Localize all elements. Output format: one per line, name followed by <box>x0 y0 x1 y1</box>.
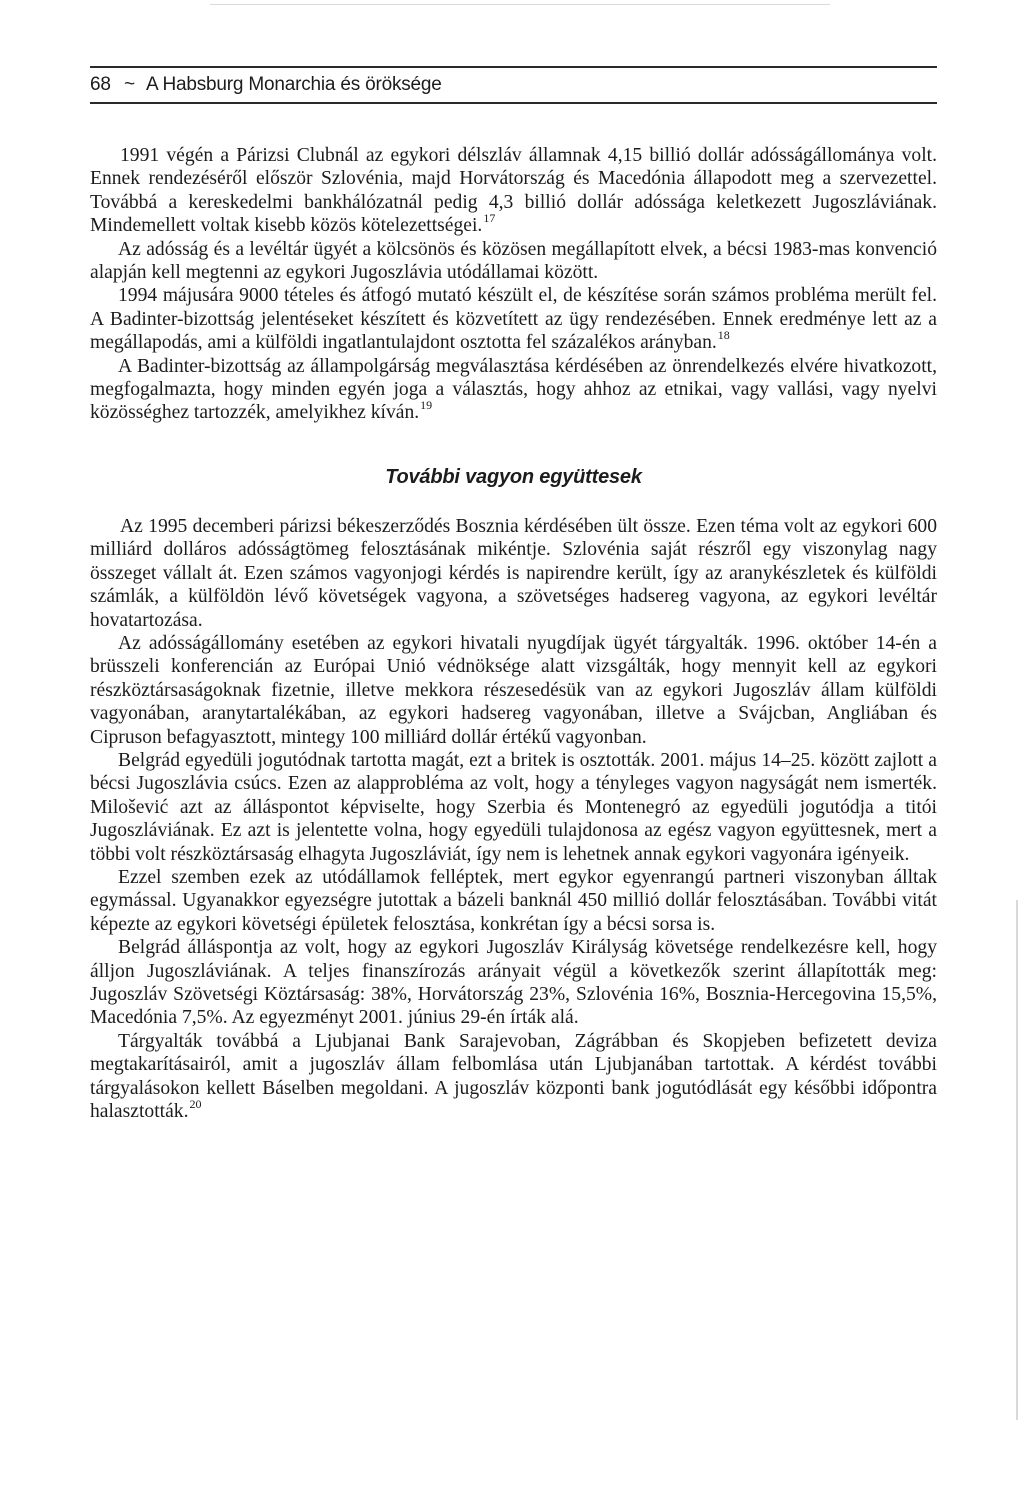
paragraph-text: Az 1995 decemberi párizsi békeszerződés Bosznia kérdésében ült össze. Ezen téma volt az egykori 600 milliárd dolláros adósságtömeg felosztásának mikéntje. Szlovénia saját részről egy viszonylag nagy összeget vállalt át. Ezen számos vagyonjogi kérdés is napirendre került, így az aranykészletek és külföldi számlák, a külföldön lévő követségek vagyona, a szövetséges hadsereg vagyona, az egykori levéltár hovatartozása. <box>90 515 937 631</box>
footnote-ref: 19 <box>420 398 433 413</box>
paragraph-text: A Badinter-bizottság az állampolgárság megválasztása kérdésében az önrendelkezés elvére hivatkozott, megfogalmazta, hogy minden egyén joga a választás, hogy ahhoz az etnikai, vagy vallási, vagy nyelvi közösséghez tartozzék, amelyikhez kíván. <box>90 355 937 424</box>
paragraph-text: Az adósság és a levéltár ügyét a kölcsönös és közösen megállapított elvek, a bécsi 1983-mas konvenció alapján kell megtenni az egykori Jugoszlávia utódállamai között. <box>90 238 937 284</box>
footnote-ref: 18 <box>717 328 730 343</box>
running-header <box>90 66 937 104</box>
paragraph <box>90 866 937 936</box>
paragraph-text: Az adósságállomány esetében az egykori hivatali nyugdíjak ügyét tárgyalták. 1996. október 14-én a brüsszeli konferencián az Európai Unió védnöksége alatt vizsgálták, hogy mennyit kell az egykori részköztársaságoknak fizetnie, illetve mekkora részesedésük van az egykori Jugoszláv állam külföldi vagyonában, aranytartalékában, az egykori hadsereg vagyonában, illetve a Svájcban, Angliában és Cipruson befagyasztott, mintegy 100 milliárd dollár értékű vagyonban. <box>90 632 937 748</box>
paragraph-text: Belgrád egyedüli jogutódnak tartotta magát, ezt a britek is osztották. 2001. május 14–25. között zajlott a bécsi Jugoszlávia csúcs. Ezen az alapprobléma az volt, hogy a tényleges vagyon nagyságát nem ismerték. Milošević azt az álláspontot képviselte, hogy Szerbia és Montenegró az egyedüli jogutódja a titói Jugoszláviának. Ez azt is jelentette volna, hogy egyedüli tulajdonosa az egész vagyon együttesnek, mert a többi volt részköztársaság elhagyta Jugoszláviát, így nem is lehetnek annak egykori vagyonára igényeik. <box>90 749 937 865</box>
paragraph-text: Tárgyalták továbbá a Ljubjanai Bank Sarajevoban, Zágrábban és Skopjeben befizetett deviza megtakarításairól, amit a jugoszláv állam felbomlása után Ljubjanában tartottak. A kérdést további tárgyalásokon kellett Báselben megoldani. A jugoszláv központi bank jogutódlását egy későbbi időpontra halasztották. <box>90 1030 937 1123</box>
page-number: 68 <box>90 74 111 95</box>
text-block-1 <box>90 144 937 425</box>
running-title: A Habsburg Monarchia és öröksége <box>146 74 442 95</box>
paragraph <box>90 238 937 285</box>
text-block-2 <box>90 515 937 1124</box>
paragraph <box>90 749 937 866</box>
paragraph-text: Belgrád álláspontja az volt, hogy az egykori Jugoszláv Királyság követsége rendelkezésre kell, hogy álljon Jugoszláviának. A teljes finanszírozás arányait végül a következők szerint állapították meg: Jugoszláv Szövetségi Köztársaság: 38%, Horvátország 23%, Szlovénia 16%, Bosznia-Hercegovina 15,5%, Macedónia 7,5%. Az egyezményt 2001. június 29-én írták alá. <box>90 937 937 1029</box>
footnote-ref: 20 <box>189 1097 202 1112</box>
book-page <box>90 66 937 1123</box>
paragraph <box>90 144 937 238</box>
section-heading: További vagyon együttesek <box>385 465 642 488</box>
scan-artifact-top <box>210 4 830 5</box>
paragraph <box>90 936 937 1030</box>
paragraph-text: Ezzel szemben ezek az utódállamok felléptek, mert egykor egyenrangú partneri viszonyban álltak egymással. Ugyanakkor egyezségre jutottak a bázeli banknál 450 millió dollár felosztásában. További vitát képezte az egykori követségi épületek felosztása, konkrétan így a bécsi sorsa is. <box>90 866 937 935</box>
scan-artifact-right-edge <box>1016 900 1018 1420</box>
paragraph-text: 1991 végén a Párizsi Clubnál az egykori délszláv államnak 4,15 billió dollár adósságállománya volt. Ennek rendezéséről először Szlovénia, majd Horvátország és Macedónia állapodott meg a szervezettel. Továbbá a kereskedelmi bankhálózatnál pedig 4,3 billió dollár adóssága keletkezett Jugoszláviának. Mindemellett voltak kisebb közös kötelezettségei. <box>90 145 937 237</box>
header-separator: ~ <box>124 74 135 95</box>
paragraph <box>90 1030 937 1124</box>
paragraph <box>90 632 937 749</box>
paragraph <box>90 515 937 632</box>
paragraph-text: 1994 májusára 9000 tételes és átfogó mutató készült el, de készítése során számos probléma merült fel. A Badinter-bizottság jelentéseket készített és közvetített az ügy rendezésében. Ennek eredménye lett az a megállapodás, ami a külföldi ingatlantulajdont osztotta fel százalékos arányban. <box>90 285 937 354</box>
paragraph <box>90 355 937 425</box>
paragraph <box>90 284 937 354</box>
footnote-ref: 17 <box>483 211 496 226</box>
